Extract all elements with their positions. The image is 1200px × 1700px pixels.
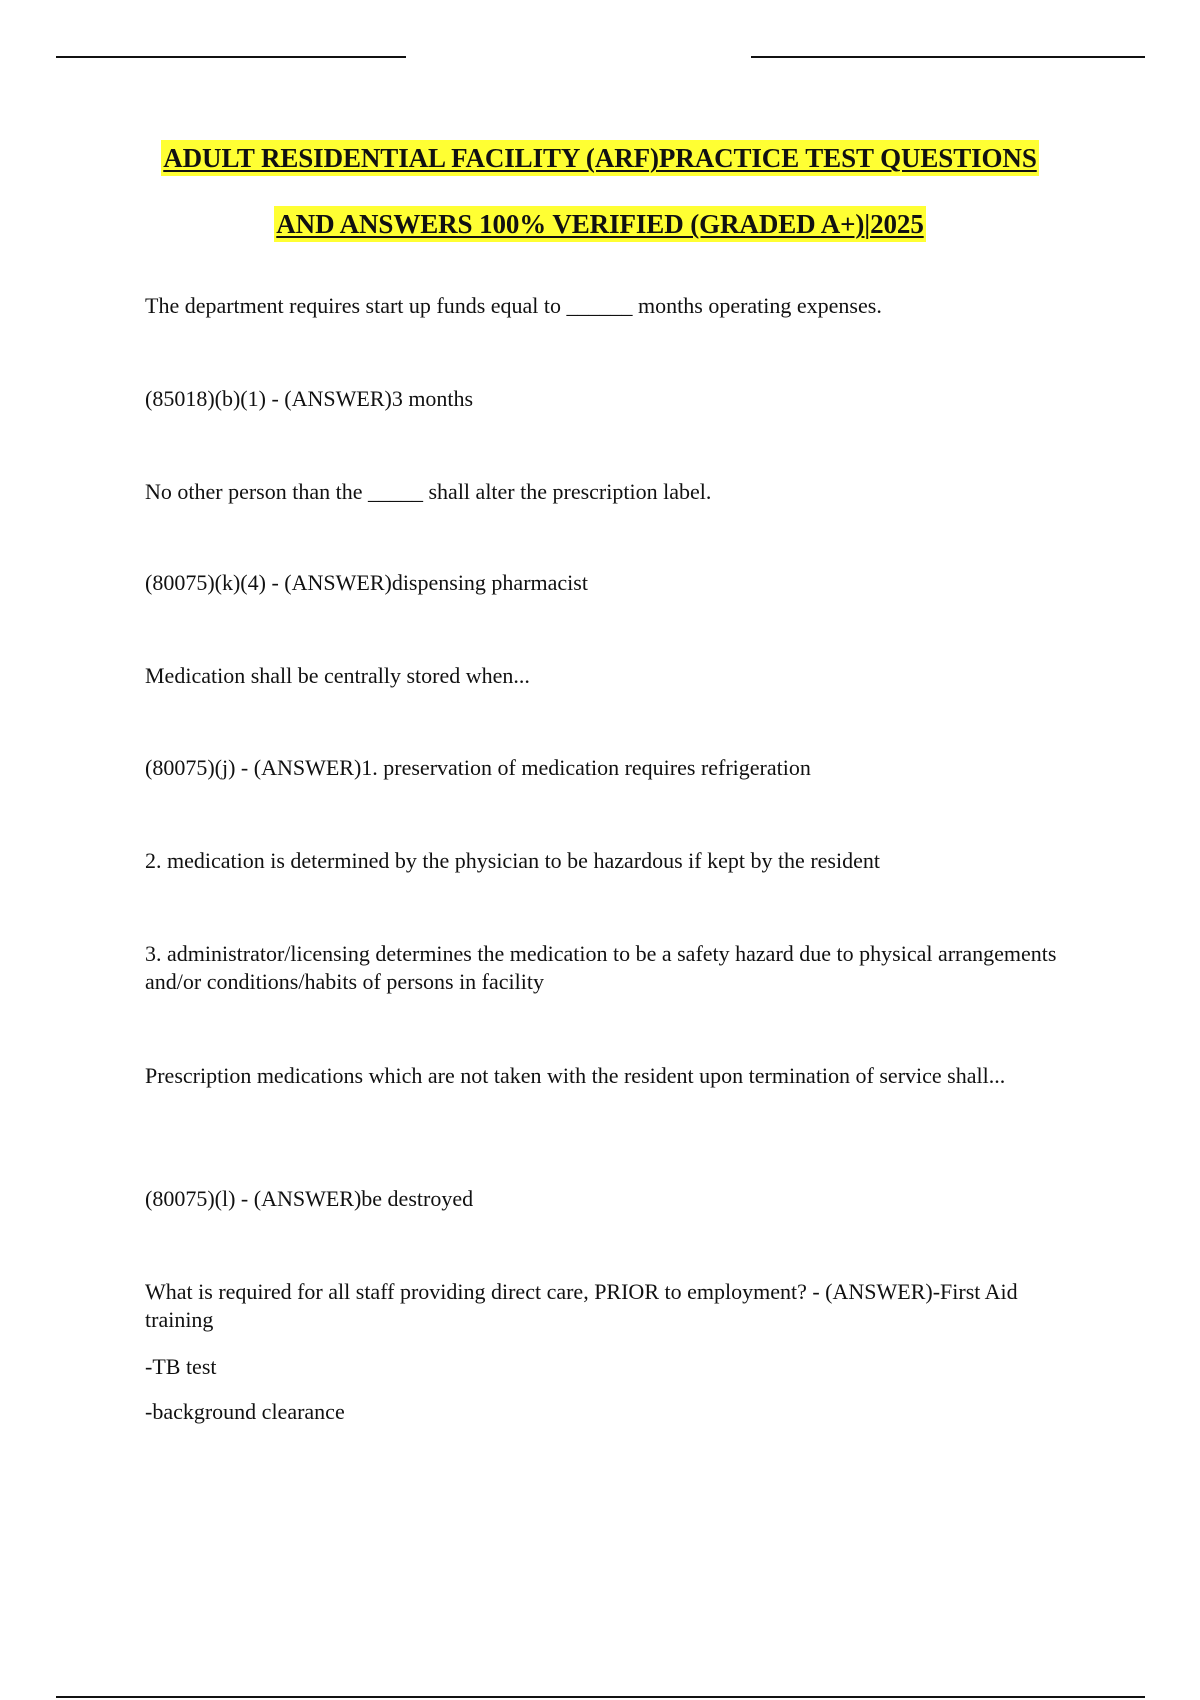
question-paragraph: Prescription medications which are not taken with the resident upon termination of service shall...	[145, 1063, 1006, 1088]
answer-list-item: 2. medication is determined by the physician to be hazardous if kept by the resident	[145, 848, 880, 873]
title-line-2: AND ANSWERS 100% VERIFIED (GRADED A+)|2025	[274, 206, 925, 242]
title-line-1: ADULT RESIDENTIAL FACILITY (ARF)PRACTICE TEST QUESTIONS	[161, 140, 1039, 176]
header-rule-left	[56, 56, 406, 58]
answer-paragraph: (80075)(j) - (ANSWER)1. preservation of medication requires refrigeration	[145, 755, 811, 780]
answer-list-item: -TB test	[145, 1354, 217, 1379]
answer-list-item: 3. administrator/licensing determines the medication to be a safety hazard due to physical arrangements and/or conditions/habits of persons in facility	[145, 941, 1057, 994]
footer-rule	[56, 1696, 1145, 1698]
question-paragraph: No other person than the _____ shall alter the prescription label.	[145, 479, 712, 504]
header-rule-right	[751, 56, 1145, 58]
answer-list-item: -background clearance	[145, 1399, 345, 1424]
answer-paragraph: (85018)(b)(1) - (ANSWER)3 months	[145, 386, 474, 411]
question-paragraph: Medication shall be centrally stored when...	[145, 663, 530, 688]
question-answer-paragraph: What is required for all staff providing direct care, PRIOR to employment? - (ANSWER)-First Aid training	[145, 1279, 1018, 1332]
answer-paragraph: (80075)(l) - (ANSWER)be destroyed	[145, 1186, 474, 1211]
answer-paragraph: (80075)(k)(4) - (ANSWER)dispensing pharmacist	[145, 570, 588, 595]
question-paragraph: The department requires start up funds equal to ______ months operating expenses.	[145, 293, 882, 318]
document-title	[0, 140, 1200, 242]
